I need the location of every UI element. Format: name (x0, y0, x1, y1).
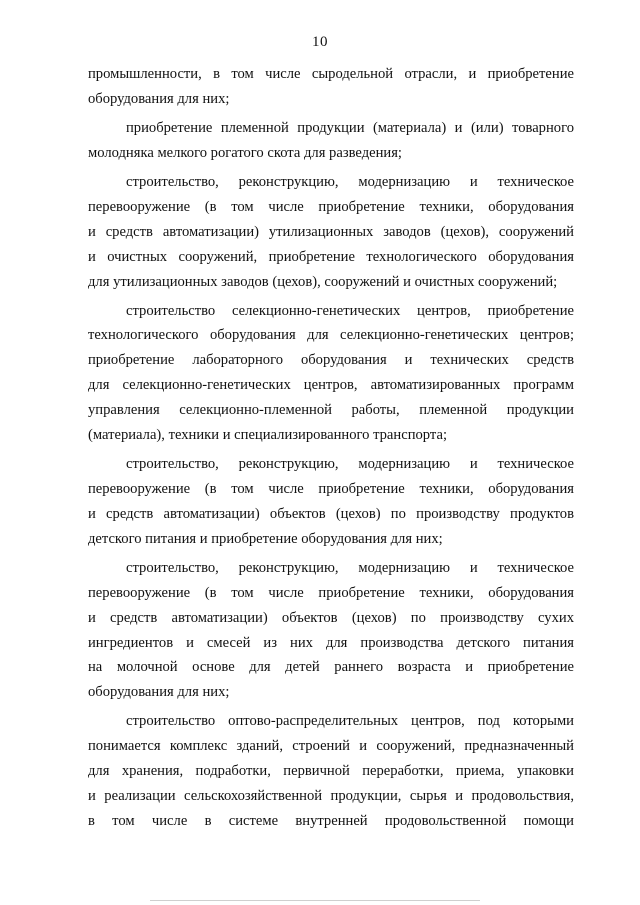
page-number: 10 (312, 34, 328, 50)
text-line: приобретение лабораторного оборудования и технических средств (88, 352, 574, 369)
text-line: и очистных сооружений, приобретение технологического оборудования (88, 248, 574, 265)
page-bottom-edge (150, 900, 480, 901)
document-body (88, 62, 574, 834)
text-line: строительство селекционно-генетических центров, приобретение (126, 302, 574, 319)
paragraph (88, 62, 574, 112)
text-line: для утилизационных заводов (цехов), сооружений и очистных сооружений; (88, 273, 558, 290)
text-line: для хранения, подработки, первичной переработки, приема, упаковки (88, 763, 574, 780)
text-line: оборудования для них; (88, 684, 230, 701)
text-line: (материала), техники и специализированного транспорта; (88, 427, 447, 444)
text-line: понимается комплекс зданий, строений и сооружений, предназначенный (88, 738, 574, 755)
text-line: для селекционно-генетических центров, автоматизированных программ (88, 377, 574, 394)
paragraph (88, 709, 574, 833)
paragraph (88, 116, 574, 166)
paragraph (88, 556, 574, 705)
text-line: молодняка мелкого рогатого скота для разведения; (88, 144, 402, 161)
text-line: в том числе в системе внутренней продовольственной помощи (88, 812, 574, 829)
text-line: приобретение племенной продукции (материала) и (или) товарного (126, 119, 574, 136)
text-line: детского питания и приобретение оборудования для них; (88, 530, 443, 547)
text-line: строительство оптово-распределительных центров, под которыми (126, 713, 574, 730)
text-line: управления селекционно-племенной работы, племенной продукции (88, 402, 574, 419)
text-line: и средств автоматизации) объектов (цехов) по производству продуктов (88, 505, 574, 522)
text-line: технологического оборудования для селекционно-генетических центров; (88, 327, 574, 344)
text-line: ингредиентов и смесей из них для производства детского питания (88, 634, 574, 651)
paragraph (88, 452, 574, 552)
text-line: промышленности, в том числе сыродельной отрасли, и приобретение (88, 66, 574, 82)
paragraph (88, 170, 574, 294)
text-line: строительство, реконструкцию, модернизацию и техническое (126, 456, 574, 473)
text-line: строительство, реконструкцию, модернизацию и техническое (126, 559, 574, 576)
text-line: перевооружение (в том числе приобретение техники, оборудования (88, 198, 574, 215)
text-line: перевооружение (в том числе приобретение техники, оборудования (88, 584, 574, 601)
text-line: и средств автоматизации) утилизационных заводов (цехов), сооружений (88, 223, 574, 240)
text-line: строительство, реконструкцию, модернизацию и техническое (126, 173, 574, 190)
text-line: перевооружение (в том числе приобретение техники, оборудования (88, 481, 574, 497)
text-line: на молочной основе для детей раннего возраста и приобретение (88, 659, 574, 676)
paragraph (88, 299, 574, 448)
text-line: и реализации сельскохозяйственной продукции, сырья и продовольствия, (88, 788, 574, 805)
text-line: оборудования для них; (88, 90, 230, 107)
text-line: и средств автоматизации) объектов (цехов) по производству сухих (88, 609, 574, 626)
